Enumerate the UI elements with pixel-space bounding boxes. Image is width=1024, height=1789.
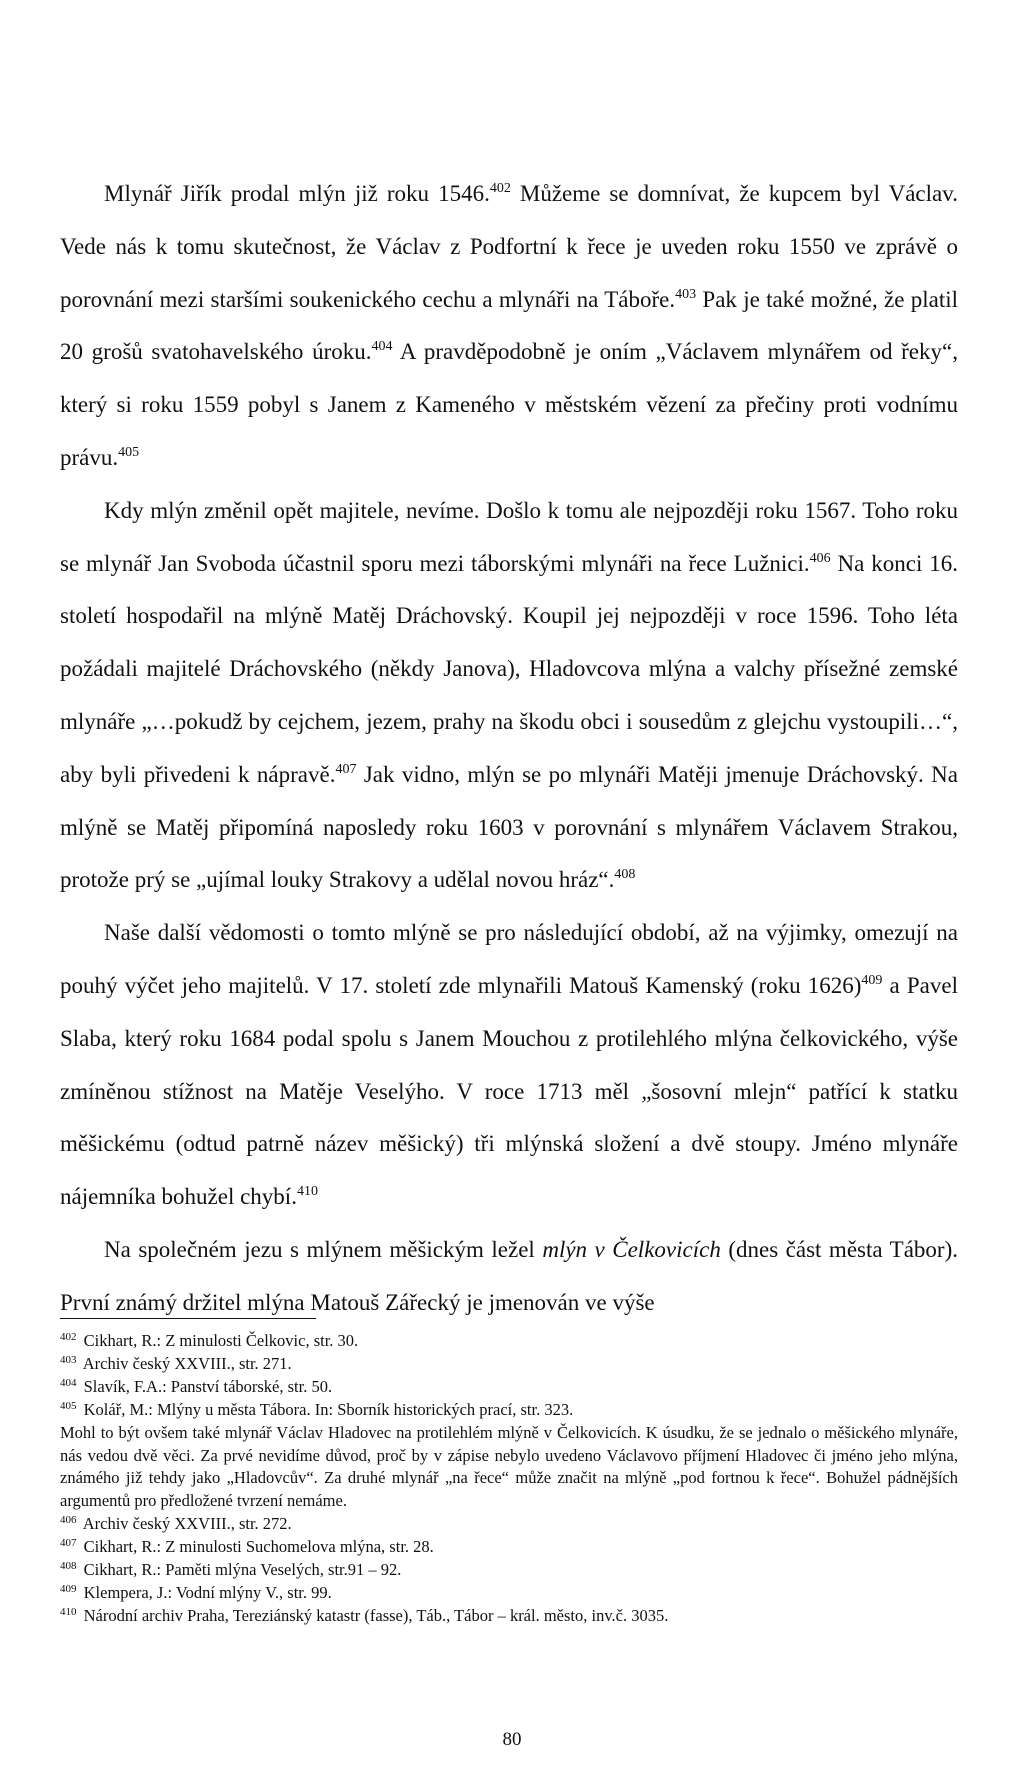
footnote bbox=[60, 1582, 958, 1605]
text-run: Pak je také možné, že platil 20 grošů svatohavelského úroku. bbox=[60, 286, 958, 365]
footnote bbox=[60, 1399, 958, 1422]
footnote bbox=[60, 1330, 958, 1353]
footnote-text: Klempera, J.: Vodní mlýny V., str. 99. bbox=[79, 1582, 332, 1602]
footnote-reference: 410 bbox=[296, 1184, 318, 1200]
footnote bbox=[60, 1536, 958, 1559]
footnote-number: 410 bbox=[60, 1605, 77, 1618]
footnotes bbox=[60, 1330, 958, 1628]
footnote-continuation: Mohl to být ovšem také mlynář Václav Hladovec na protilehlém mlýně v Čelkovicích. K úsudku, že se jednalo o měšického mlynáře, nás vedou dvě věci. Za prvé nevidíme důvod, proč by v zápise nebylo uvedeno Václavovo příjmení Hladovec či jméno jeho mlýna, známého již tehdy jako „Hladovcův“. Za druhé mlynář „na řece“ může značit na mlýně „pod fortnou k řece“. Bohužel pádnějších argumentů pro předložené tvrzení nemáme. bbox=[60, 1422, 958, 1511]
footnote-text: Archiv český XXVIII., str. 272. bbox=[79, 1514, 292, 1534]
text-run: (dnes část města Tábor). První známý držitel mlýna Matouš Zářecký je jmenován ve výše bbox=[60, 1236, 958, 1315]
text-run: Na společném jezu s mlýnem měšickým ležel bbox=[104, 1236, 543, 1262]
footnote-number: 404 bbox=[60, 1376, 77, 1389]
footnote-text: Národní archiv Praha, Tereziánský katastr (fasse), Táb., Tábor – král. město, inv.č. 3035. bbox=[79, 1605, 669, 1625]
footnote-text: Archiv český XXVIII., str. 271. bbox=[79, 1353, 292, 1373]
footnote-reference: 402 bbox=[489, 181, 511, 196]
footnote bbox=[60, 1353, 958, 1376]
footnote-reference: 408 bbox=[614, 867, 636, 883]
footnote-number: 403 bbox=[60, 1353, 77, 1366]
paragraph bbox=[60, 168, 958, 485]
footnote-reference: 409 bbox=[861, 972, 883, 988]
footnote-reference: 403 bbox=[675, 286, 697, 302]
footnote-reference: 404 bbox=[371, 339, 393, 355]
footnote-number: 409 bbox=[60, 1582, 77, 1595]
footnote-reference: 405 bbox=[118, 444, 140, 460]
footnote-separator bbox=[60, 1318, 316, 1319]
text-run: Můžeme se domnívat, že kupcem byl Václav. Vede nás k tomu skutečnost, že Václav z Podfortní k řece je uveden roku 1550 ve zprávě o porovnání mezi staršími soukenického cechu a mlynáři na Táboře. bbox=[60, 181, 958, 312]
footnote bbox=[60, 1605, 958, 1628]
footnote-text: Cikhart, R.: Z minulosti Suchomelova mlýna, str. 28. bbox=[79, 1537, 434, 1557]
footnote-number: 406 bbox=[60, 1514, 77, 1527]
footnote bbox=[60, 1559, 958, 1582]
footnote-number: 402 bbox=[60, 1331, 77, 1343]
footnote-text: Cikhart, R.: Paměti mlýna Veselých, str.91 – 92. bbox=[79, 1560, 402, 1580]
footnote-number: 405 bbox=[60, 1399, 77, 1412]
footnote-text: Cikhart, R.: Z minulosti Čelkovic, str. 30. bbox=[79, 1331, 359, 1350]
footnote bbox=[60, 1376, 958, 1399]
paragraph bbox=[60, 907, 958, 1224]
text-run: A pravděpodobně je oním „Václavem mlynářem od řeky“, který si roku 1559 pobyl s Janem z Kameného v městském vězení za přečiny proti vodnímu právu. bbox=[60, 339, 958, 470]
footnote-text: Slavík, F.A.: Panství táborské, str. 50. bbox=[79, 1376, 333, 1396]
page-number: 80 bbox=[502, 1729, 522, 1750]
footnote-reference: 407 bbox=[335, 761, 357, 777]
text-run: Jak vidno, mlýn se po mlynáři Matěji jmenuje Dráchovský. Na mlýně se Matěj připomíná naposledy roku 1603 v porovnání s mlynářem Václavem Strakou, protože prý se „ujímal louky Strakovy a udělal novou hráz“. bbox=[60, 761, 958, 893]
text-run: Naše další vědomosti o tomto mlýně se pro následující období, až na výjimky, omezují na pouhý výčet jeho majitelů. V 17. století zde mlynařili Matouš Kamenský (roku 1626) bbox=[60, 920, 958, 998]
text-run: Kdy mlýn změnil opět majitele, nevíme. Došlo k tomu ale nejpozději roku 1567. Toho roku se mlynář Jan Svoboda účastnil sporu mezi táborskými mlynáři na řece Lužnici. bbox=[60, 497, 958, 576]
footnote-reference: 406 bbox=[809, 550, 831, 566]
footnote bbox=[60, 1513, 958, 1536]
text-run: Mlynář Jiřík prodal mlýn již roku 1546. bbox=[104, 181, 490, 206]
text-run: Na konci 16. století hospodařil na mlýně Matěj Dráchovský. Koupil jej nejpozději v roce 1596. Toho léta požádali majitelé Dráchovského (někdy Janova), Hladovcova mlýna a valchy přísežné zemské mlynáře „…pokudž by cejchem, jezem, prahy na škodu obci i sousedům z glejchu vystoupili…“, aby byli přivedeni k nápravě. bbox=[60, 550, 959, 787]
footnote-number: 407 bbox=[60, 1537, 77, 1550]
body-text bbox=[60, 168, 958, 1330]
text-run: a Pavel Slaba, který roku 1684 podal spolu s Janem Mouchou z protilehlého mlýna čelkovického, výše zmíněnou stížnost na Matěje Veselýho. V roce 1713 měl „šosovní mlejn“ patřící k statku měšickému (odtud patrně název měšický) tři mlýnská složení a dvě stoupy. Jméno mlynáře nájemníka bohužel chybí. bbox=[60, 972, 958, 1210]
footnote-text: Kolář, M.: Mlýny u města Tábora. In: Sborník historických prací, str. 323. bbox=[79, 1399, 574, 1419]
italic-text: mlýn v Čelkovicích bbox=[542, 1236, 721, 1262]
paragraph bbox=[60, 1224, 958, 1330]
footnote-number: 408 bbox=[60, 1560, 77, 1573]
paragraph bbox=[60, 485, 958, 907]
